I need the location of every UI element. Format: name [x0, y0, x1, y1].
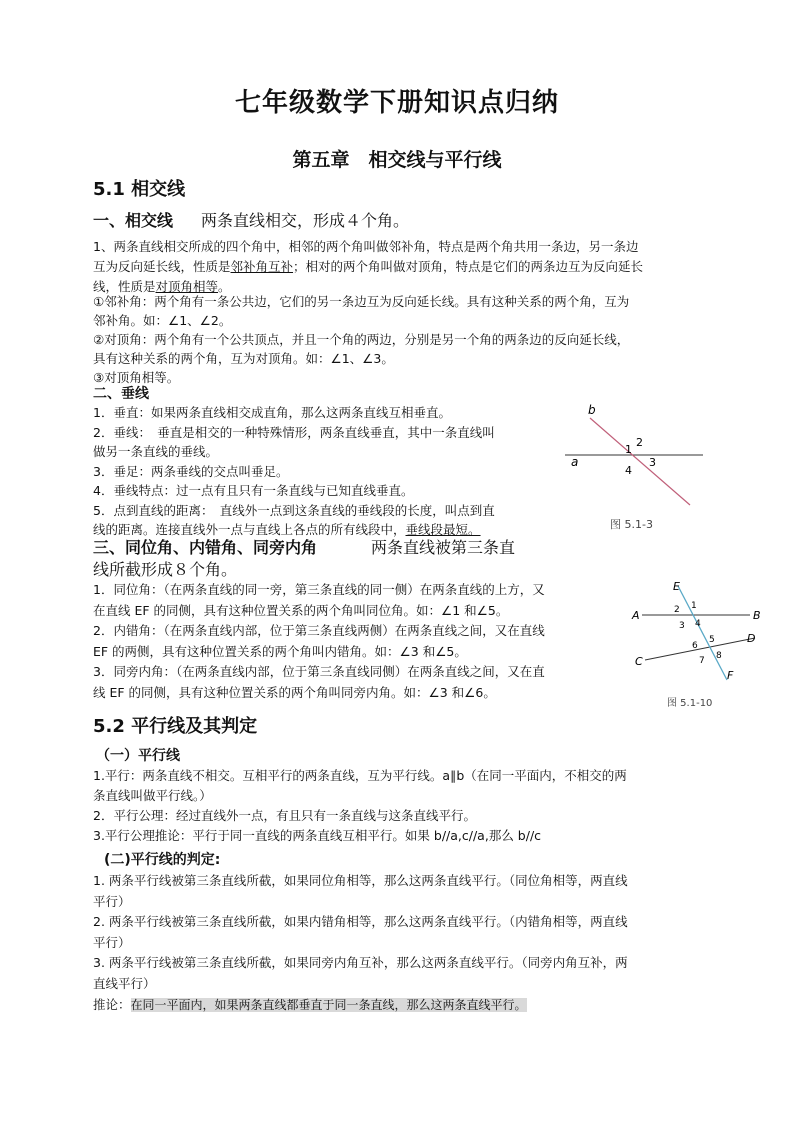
- text-line: 邻补角。如：∠1、∠2。: [93, 313, 232, 328]
- label-C: C: [635, 655, 643, 668]
- text-span: 线的距离。连接直线外一点与直线上各点的所有线段中，: [93, 522, 406, 537]
- angle-1: 1: [625, 443, 632, 456]
- chapter-title: 第五章 相交线与平行线: [292, 149, 502, 171]
- text-line: 平行）: [93, 893, 131, 909]
- text-line: 4．垂线特点：过一点有且只有一条直线与已知直线垂直。: [93, 483, 414, 498]
- text-span: 互为反向延长线，性质是: [93, 259, 231, 274]
- transversal-diagram: [630, 578, 770, 713]
- text-line: 具有这种关系的两个角，互为对顶角。如：∠1、∠3。: [93, 351, 394, 366]
- text-line: 1.平行：两条直线不相交。互相平行的两条直线，互为平行线。a∥b（在同一平面内，不相交的两: [93, 768, 627, 783]
- underlined-text: 垂线段最短。: [405, 522, 481, 537]
- text-line: 1. 两条平行线被第三条直线所截，如果同位角相等，那么这两条直线平行。（同位角相等，两直线: [93, 873, 628, 888]
- label-E: E: [673, 580, 680, 593]
- paragraph-perpendicular: [93, 403, 563, 540]
- text-span: ；相对的两个角叫做对顶角，特点是它们的两条边互为反向延长: [293, 259, 644, 274]
- angle-3: 3: [679, 621, 685, 631]
- text-span: 。: [218, 279, 231, 294]
- text-line: 直线平行）: [93, 975, 156, 991]
- figure-caption: 图 5.1-10: [667, 698, 713, 709]
- text-line: ①邻补角：两个角有一条公共边，它们的另一条边互为反向延长线。具有这种关系的两个角，互为: [93, 294, 630, 309]
- text-line: 2. 两条平行线被第三条直线所截，如果内错角相等，那么这两条直线平行。（内错角相等，两直线: [93, 914, 628, 929]
- text-line: 做另一条直线的垂线。: [93, 444, 219, 459]
- paragraph-definitions: [93, 292, 713, 387]
- angle-6: 6: [692, 641, 698, 651]
- angle-5: 5: [709, 635, 715, 645]
- text-line: ②对顶角：两个角有一个公共顶点，并且一个角的两边，分别是另一个角的两条边的反向延长线，: [93, 332, 630, 347]
- text-line: EF 的两侧，具有这种位置关系的两个角叫内错角。如：∠3 和∠5。: [93, 643, 467, 659]
- text-line: [93, 257, 713, 277]
- label-F: F: [727, 669, 734, 682]
- text-line: 在直线 EF 的同侧，具有这种位置关系的两个角叫同位角。如：∠1 和∠5。: [93, 602, 509, 618]
- angle-2: 2: [636, 436, 643, 449]
- text-line: 1．同位角：（在两条直线的同一旁，第三条直线的同一侧）在两条直线的上方，又: [93, 582, 545, 597]
- corollary-label: 推论：: [93, 997, 131, 1012]
- angle-4: 4: [625, 464, 632, 477]
- figure-caption: 图 5.1-3: [610, 518, 653, 531]
- subsection-intersecting-lines: [93, 208, 409, 231]
- page-title: 七年级数学下册知识点归纳: [234, 88, 559, 118]
- text-line: 3. 两条平行线被第三条直线所截，如果同旁内角互补，那么这两条直线平行。（同旁内角互补，两: [93, 955, 628, 970]
- subsection-label: 三、同位角、内错角、同旁内角: [93, 538, 318, 557]
- angle-3: 3: [649, 456, 656, 469]
- paragraph-parallel: [93, 766, 713, 846]
- text-line: ③对顶角相等。: [93, 370, 180, 385]
- paragraph-criteria: [93, 871, 713, 994]
- subsection-desc: 两条直线被第三条直: [371, 538, 516, 557]
- text-line: 线 EF 的同侧，具有这种位置关系的两个角叫同旁内角。如：∠3 和∠6。: [93, 684, 496, 700]
- text-line: 1．垂直：如果两条直线相交成直角，那么这两条直线互相垂直。: [93, 405, 451, 420]
- label-D: D: [747, 632, 756, 645]
- section-5-2-heading: 5.2 平行线及其判定: [93, 716, 258, 737]
- paragraph-adjacent-vertical: [93, 237, 713, 297]
- text-span: 线，性质是: [93, 279, 156, 294]
- underlined-text: 对顶角相等: [155, 279, 219, 294]
- text-line: 2．平行公理：经过直线外一点，有且只有一条直线与这条直线平行。: [93, 808, 476, 823]
- figure-5-1-10: [630, 578, 770, 713]
- angle-8: 8: [716, 651, 722, 661]
- text-line: 平行）: [93, 934, 131, 950]
- subsection-desc: 两条直线相交，形成４个角。: [201, 211, 410, 230]
- text-line: 3．同旁内角：（在两条直线内部，位于第三条直线同侧）在两条直线之间，又在直: [93, 664, 545, 679]
- text-line: 5．点到直线的距离： 直线外一点到这条直线的垂线段的长度，叫点到直: [93, 502, 495, 518]
- corollary-highlight: 在同一平面内，如果两条直线都垂直于同一条直线，那么这两条直线平行。: [130, 998, 527, 1012]
- text-line: 条直线叫做平行线。）: [93, 788, 212, 803]
- text-line: 2．垂线： 垂直是相交的一种特殊情形，两条直线垂直，其中一条直线叫: [93, 424, 495, 440]
- label-b: b: [588, 403, 596, 417]
- intersecting-lines-diagram: [565, 400, 705, 535]
- section-5-1-heading: 5.1 相交线: [93, 179, 186, 200]
- angle-2: 2: [674, 605, 680, 615]
- label-A: A: [632, 609, 640, 622]
- corollary: [93, 995, 527, 1015]
- line-b: [590, 418, 690, 505]
- text-line: 3.平行公理推论：平行于同一直线的两条直线互相平行。如果 b//a,c//a,那么 b//c: [93, 828, 542, 843]
- angle-7: 7: [699, 656, 705, 666]
- subsection-angles: [93, 535, 515, 558]
- subsection-parallel-lines: （一）平行线: [96, 748, 180, 764]
- paragraph-angles: [93, 580, 623, 703]
- label-B: B: [753, 609, 761, 622]
- text-line: 2．内错角：（在两条直线内部，位于第三条直线两侧）在两条直线之间，又在直线: [93, 623, 545, 638]
- subsection-perpendicular: 二、垂线: [93, 386, 149, 402]
- label-a: a: [571, 455, 579, 469]
- subsection-angles-desc-cont: 线所截形成８个角。: [93, 560, 238, 579]
- underlined-text: 邻补角互补: [230, 259, 294, 274]
- angle-4: 4: [695, 619, 701, 629]
- angle-1: 1: [691, 601, 697, 611]
- text-line: 1、两条直线相交所成的四个角中，相邻的两个角叫做邻补角，特点是两个角共用一条边，另一条边: [93, 239, 639, 254]
- figure-5-1-3: [565, 400, 705, 535]
- text-line: 3．垂足：两条垂线的交点叫垂足。: [93, 463, 289, 479]
- subsection-label: 一、相交线: [93, 211, 174, 230]
- subsection-parallel-criteria: (二)平行线的判定:: [104, 852, 221, 868]
